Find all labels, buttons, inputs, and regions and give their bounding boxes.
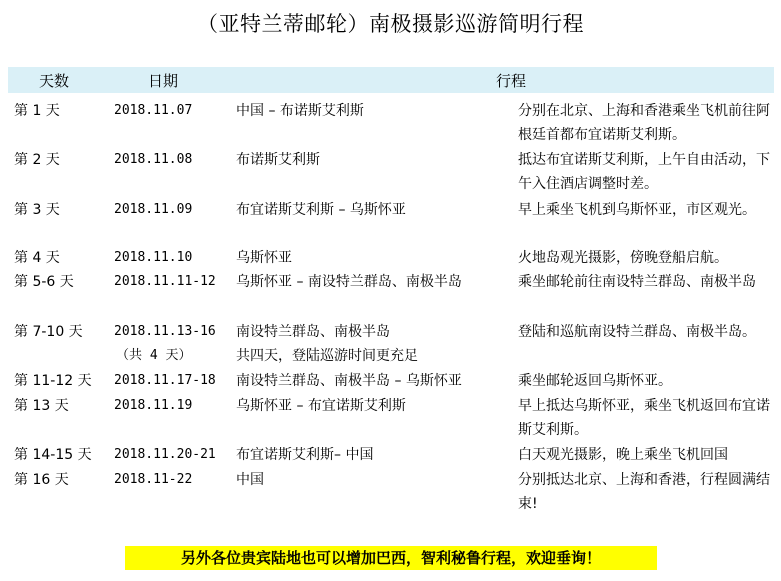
row-desc: 抵达布宜诺斯艾利斯，上午自由活动，下午入住酒店调整时差。 [518, 152, 770, 192]
row-date: 2018.11.17-18 [114, 373, 216, 388]
table-header [8, 67, 774, 93]
row-route: 乌斯怀亚 – 南设特兰群岛、南极半岛 [236, 274, 462, 290]
row-desc: 登陆和巡航南设特兰群岛、南极半岛。 [518, 324, 756, 340]
row-date: 2018.11.07 [114, 103, 193, 118]
row-day: 第 11-12 天 [14, 373, 92, 389]
row-route: 乌斯怀亚 – 布宜诺斯艾利斯 [236, 398, 406, 414]
row-route: 中国 [236, 472, 264, 488]
row-date-note: （共 4 天） [116, 348, 192, 363]
footer-note: 另外各位贵宾陆地也可以增加巴西，智利秘鲁行程，欢迎垂询！ [125, 546, 657, 570]
row-date: 2018.11.19 [114, 398, 193, 413]
row-desc: 早上乘坐飞机到乌斯怀亚，市区观光。 [518, 202, 756, 218]
row-day: 第 3 天 [14, 202, 60, 218]
row-route: 南设特兰群岛、南极半岛 – 乌斯怀亚 [236, 373, 462, 389]
row-desc: 乘坐邮轮前往南设特兰群岛、南极半岛 [518, 274, 756, 290]
row-route: 布诺斯艾利斯 [236, 152, 320, 168]
row-date: 2018.11-22 [114, 472, 193, 487]
row-route: 布宜诺斯艾利斯– 中国 [236, 447, 374, 463]
row-route: 布宜诺斯艾利斯 – 乌斯怀亚 [236, 202, 406, 218]
row-route: 乌斯怀亚 [236, 250, 292, 266]
row-day: 第 4 天 [14, 250, 60, 266]
header-itinerary: 行程 [496, 72, 527, 90]
row-day: 第 16 天 [14, 472, 69, 488]
header-day: 天数 [39, 72, 70, 90]
row-route: 中国 – 布诺斯艾利斯 [236, 103, 364, 119]
row-date: 2018.11.09 [114, 202, 193, 217]
row-day: 第 5-6 天 [14, 274, 74, 290]
row-date: 2018.11.10 [114, 250, 193, 265]
row-day: 第 14-15 天 [14, 447, 92, 463]
row-day: 第 13 天 [14, 398, 69, 414]
row-desc: 火地岛观光摄影，傍晚登船启航。 [518, 250, 728, 266]
header-date: 日期 [148, 72, 179, 90]
row-desc: 乘坐邮轮返回乌斯怀亚。 [518, 373, 672, 389]
row-date: 2018.11.11-12 [114, 274, 216, 289]
row-day: 第 1 天 [14, 103, 60, 119]
row-desc: 白天观光摄影，晚上乘坐飞机回国 [518, 447, 728, 463]
row-desc: 分别抵达北京、上海和香港，行程圆满结束! [518, 472, 770, 512]
row-desc: 分别在北京、上海和香港乘坐飞机前往阿根廷首都布宜诺斯艾利斯。 [518, 103, 770, 143]
row-desc: 早上抵达乌斯怀亚，乘坐飞机返回布宜诺斯艾利斯。 [518, 398, 770, 438]
row-route: 南设特兰群岛、南极半岛 [236, 324, 390, 340]
row-date: 2018.11.20-21 [114, 447, 216, 462]
row-route-note: 共四天，登陆巡游时间更充足 [236, 348, 418, 364]
page-title: （亚特兰蒂邮轮）南极摄影巡游简明行程 [197, 12, 584, 36]
row-day: 第 7-10 天 [14, 324, 83, 340]
row-date: 2018.11.13-16 [114, 324, 216, 339]
row-day: 第 2 天 [14, 152, 60, 168]
row-date: 2018.11.08 [114, 152, 193, 167]
